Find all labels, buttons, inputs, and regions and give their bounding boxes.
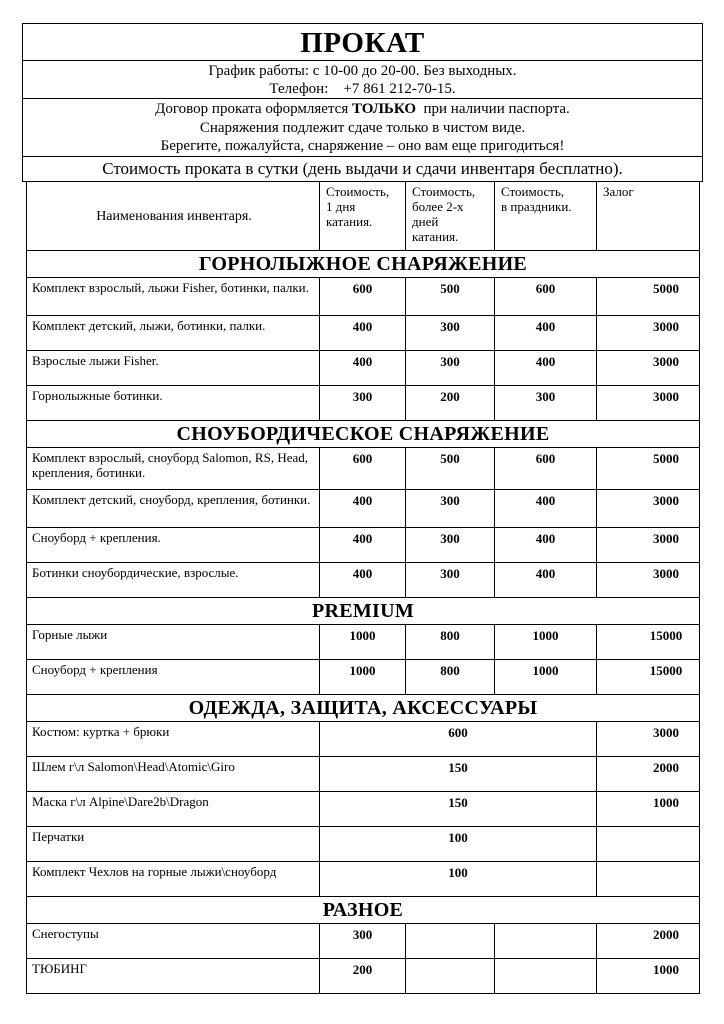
table-row [27, 563, 700, 598]
table-row [27, 722, 700, 757]
deposit: 2000 [597, 924, 700, 959]
deposit: 1000 [597, 959, 700, 994]
table-row [27, 625, 700, 660]
price-1day: 600 [320, 448, 406, 490]
deposit: 3000 [597, 351, 700, 386]
price-2days [406, 959, 495, 994]
item-name: Комплект детский, лыжи, ботинки, палки. [27, 316, 320, 351]
price-holiday: 400 [495, 316, 597, 351]
col2-line2: более 2-х [412, 199, 464, 214]
phone-label: Телефон: [269, 81, 329, 97]
item-name: Горнолыжные ботинки. [27, 386, 320, 421]
price-2days: 300 [406, 528, 495, 563]
item-name: Комплект Чехлов на горные лыжи\сноуборд [27, 862, 320, 897]
col2-line3: дней [412, 214, 439, 229]
section-snowboard [27, 421, 700, 448]
item-name: Перчатки [27, 827, 320, 862]
deposit: 3000 [597, 386, 700, 421]
item-name: Взрослые лыжи Fisher. [27, 351, 320, 386]
phone-line [23, 80, 702, 98]
table-row [27, 386, 700, 421]
price-holiday: 400 [495, 563, 597, 598]
table-row [27, 351, 700, 386]
price: 600 [320, 722, 597, 757]
price-1day: 1000 [320, 625, 406, 660]
table-row [27, 278, 700, 316]
schedule-text: График работы: с 10-00 до 20-00. Без выходных. [208, 63, 517, 79]
item-name: ТЮБИНГ [27, 959, 320, 994]
col4-line1: Залог [603, 184, 634, 199]
rule-passport-c: при наличии паспорта. [423, 101, 570, 117]
deposit [597, 862, 700, 897]
deposit: 1000 [597, 792, 700, 827]
price-1day: 200 [320, 959, 406, 994]
table-row [27, 862, 700, 897]
item-name: Костюм: куртка + брюки [27, 722, 320, 757]
table-row [27, 827, 700, 862]
price-2days: 800 [406, 625, 495, 660]
col-price-holiday-header [495, 182, 597, 251]
page-title: ПРОКАТ [22, 23, 703, 60]
price-holiday: 600 [495, 278, 597, 316]
table-row [27, 660, 700, 695]
price-holiday: 400 [495, 528, 597, 563]
phone-number: +7 861 212-70-15. [343, 81, 456, 97]
cost-note: Стоимость проката в сутки (день выдачи и сдачи инвентаря бесплатно). [22, 156, 703, 182]
price-2days: 300 [406, 563, 495, 598]
rule-passport-a: Договор проката оформляется [155, 101, 349, 117]
price-holiday: 400 [495, 490, 597, 528]
col1-line1: Стоимость, [326, 184, 390, 199]
item-name: Горные лыжи [27, 625, 320, 660]
price: 150 [320, 757, 597, 792]
price-1day: 400 [320, 563, 406, 598]
deposit: 2000 [597, 757, 700, 792]
deposit: 5000 [597, 278, 700, 316]
item-name: Шлем г\л Salomon\Head\Atomic\Giro [27, 757, 320, 792]
price-2days: 200 [406, 386, 495, 421]
item-name: Сноуборд + крепления [27, 660, 320, 695]
section-title: PREMIUM [27, 598, 700, 625]
col3-line2: в праздники. [501, 199, 572, 214]
col-name-header: Наименования инвентаря. [27, 182, 320, 251]
price-table [26, 181, 700, 994]
price-holiday: 600 [495, 448, 597, 490]
price-2days: 800 [406, 660, 495, 695]
price-holiday: 1000 [495, 625, 597, 660]
price-1day: 1000 [320, 660, 406, 695]
price: 100 [320, 862, 597, 897]
price-holiday: 300 [495, 386, 597, 421]
table-row [27, 792, 700, 827]
page-header [22, 23, 703, 182]
section-title: ГОРНОЛЫЖНОЕ СНАРЯЖЕНИЕ [27, 251, 700, 278]
item-name: Ботинки сноубордические, взрослые. [27, 563, 320, 598]
col-deposit-header [597, 182, 700, 251]
col1-line3: катания. [326, 214, 373, 229]
price-holiday [495, 924, 597, 959]
price-1day: 300 [320, 924, 406, 959]
deposit: 3000 [597, 722, 700, 757]
table-row [27, 490, 700, 528]
col-price-1day-header [320, 182, 406, 251]
price: 150 [320, 792, 597, 827]
item-name: Комплект детский, сноуборд, крепления, ботинки. [27, 490, 320, 528]
price-holiday: 400 [495, 351, 597, 386]
deposit: 5000 [597, 448, 700, 490]
section-title: РАЗНОЕ [27, 897, 700, 924]
table-row [27, 528, 700, 563]
price-1day: 600 [320, 278, 406, 316]
schedule-block [22, 60, 703, 98]
price-2days [406, 924, 495, 959]
col1-line2: 1 дня [326, 199, 356, 214]
section-title: ОДЕЖДА, ЗАЩИТА, АКСЕССУАРЫ [27, 695, 700, 722]
price-1day: 400 [320, 351, 406, 386]
item-name: Комплект взрослый, сноуборд Salomon, RS, Head, крепления, ботинки. [27, 448, 320, 490]
column-header-row [27, 182, 700, 251]
rule-care: Берегите, пожалуйста, снаряжение – оно вам еще пригодиться! [160, 138, 565, 154]
deposit: 15000 [597, 625, 700, 660]
price-1day: 400 [320, 490, 406, 528]
deposit: 3000 [597, 490, 700, 528]
price: 100 [320, 827, 597, 862]
item-name: Маска г\л Alpine\Dare2b\Dragon [27, 792, 320, 827]
price-1day: 400 [320, 316, 406, 351]
deposit: 3000 [597, 316, 700, 351]
section-ski [27, 251, 700, 278]
price-2days: 300 [406, 351, 495, 386]
section-title: СНОУБОРДИЧЕСКОЕ СНАРЯЖЕНИЕ [27, 421, 700, 448]
price-2days: 300 [406, 490, 495, 528]
item-name: Снегоступы [27, 924, 320, 959]
col-price-2days-header [406, 182, 495, 251]
item-name: Сноуборд + крепления. [27, 528, 320, 563]
price-2days: 500 [406, 448, 495, 490]
price-1day: 400 [320, 528, 406, 563]
price-1day: 300 [320, 386, 406, 421]
deposit [597, 827, 700, 862]
deposit: 15000 [597, 660, 700, 695]
table-row [27, 959, 700, 994]
section-premium [27, 598, 700, 625]
rule-clean: Снаряжения подлежит сдаче только в чистом виде. [199, 119, 526, 136]
table-row [27, 448, 700, 490]
section-clothes [27, 695, 700, 722]
table-row [27, 924, 700, 959]
item-name: Комплект взрослый, лыжи Fisher, ботинки, палки. [27, 278, 320, 316]
deposit: 3000 [597, 528, 700, 563]
col2-line1: Стоимость, [412, 184, 476, 199]
table-row [27, 757, 700, 792]
rule-passport-emphasis: ТОЛЬКО [352, 101, 416, 117]
col2-line4: катания. [412, 229, 459, 244]
deposit: 3000 [597, 563, 700, 598]
rule-passport [23, 100, 702, 119]
col3-line1: Стоимость, [501, 184, 565, 199]
table-row [27, 316, 700, 351]
price-2days: 500 [406, 278, 495, 316]
price-2days: 300 [406, 316, 495, 351]
section-misc [27, 897, 700, 924]
rules-block [22, 98, 703, 156]
price-holiday [495, 959, 597, 994]
price-holiday: 1000 [495, 660, 597, 695]
